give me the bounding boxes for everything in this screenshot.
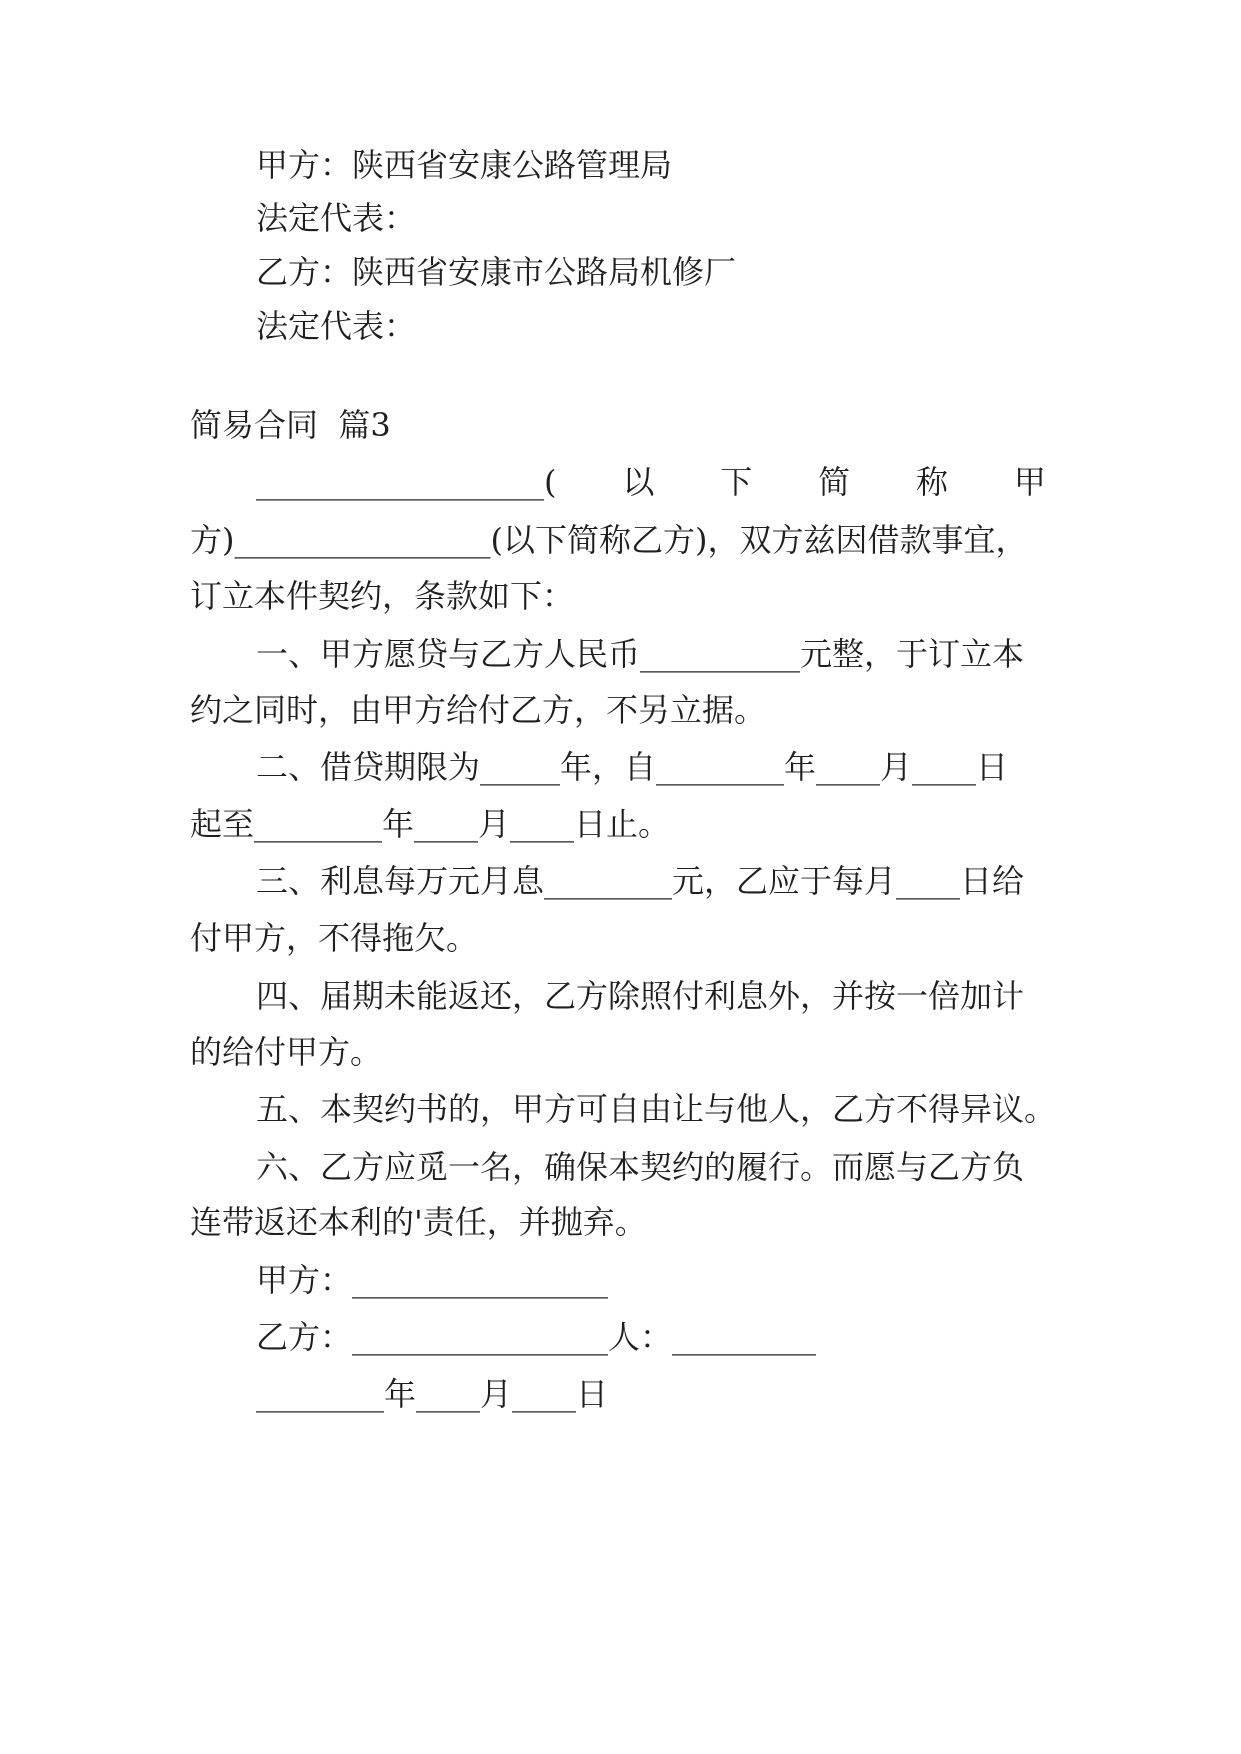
intro-seg-0: __________________( [256,463,557,501]
clause-5-line: 五、本契约书的，甲方可自由让与他人，乙方不得异议。 [256,1090,1057,1128]
legal-rep-b-line: 法定代表： [256,307,417,345]
party-b-line: 乙方：陕西省安康市公路局机修厂 [256,253,737,291]
clause-4-line-2: 的给付甲方。 [190,1033,383,1071]
intro-seg-5: 甲 [1013,463,1046,501]
clause-6-line-2: 连带返还本利的'责任，并抛弃。 [190,1203,647,1241]
party-a-line: 甲方：陕西省安康公路管理局 [256,146,673,184]
clause-3-line-2: 付甲方，不得拖欠。 [190,919,479,957]
clause-6-line-1: 六、乙方应觅一名，确保本契约的履行。而愿与乙方负 [256,1148,1025,1186]
intro-line-1 [256,462,1046,502]
intro-line-2: 方)________________(以下简称乙方)，双方兹因借款事宜， [190,521,1028,559]
section-heading: 简易合同 篇3 [190,406,391,444]
intro-line-3: 订立本件契约，条款如下： [190,577,575,615]
signature-party-b: 乙方：________________人：_________ [256,1318,817,1356]
clause-2-line-1: 二、借贷期限为_____年，自________年____月____日 [256,748,1009,786]
intro-seg-3: 简 [818,463,851,501]
clause-1-line-1: 一、甲方愿贷与乙方人民币__________元整，于订立本 [256,635,1025,673]
clause-4-line-1: 四、届期未能返还，乙方除照付利息外，并按一倍加计 [256,977,1025,1015]
clause-3-line-1: 三、利息每万元月息________元，乙应于每月____日给 [256,862,1025,900]
signature-party-a: 甲方：________________ [256,1261,609,1299]
legal-rep-a-line: 法定代表： [256,199,417,237]
intro-seg-4: 称 [916,463,949,501]
intro-seg-2: 下 [720,463,753,501]
clause-2-line-2: 起至________年____月____日止。 [190,805,671,843]
intro-seg-1: 以 [622,463,655,501]
signature-date: ________年____月____日 [256,1375,609,1413]
clause-1-line-2: 约之同时，由甲方给付乙方，不另立据。 [190,691,767,729]
